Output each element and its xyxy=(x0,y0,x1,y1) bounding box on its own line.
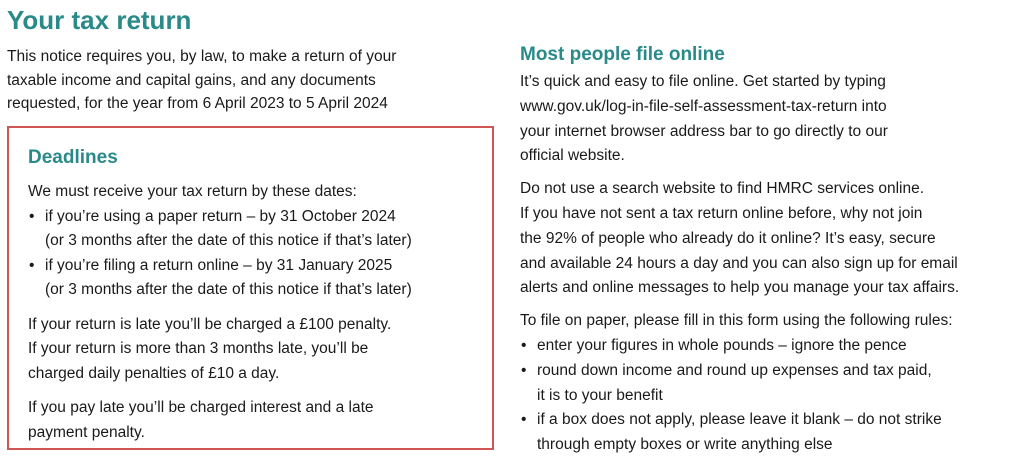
intro-line: requested, for the year from 6 April 2023 to 5 April 2024 xyxy=(7,95,388,112)
list-item-line: through empty boxes or write anything else xyxy=(537,436,833,454)
online-line: official website. xyxy=(520,147,625,165)
search-warning-line: If you have not sent a tax return online before, why not join xyxy=(520,204,923,222)
list-item-line: enter your figures in whole pounds – ignore the pence xyxy=(537,336,907,354)
list-item xyxy=(28,205,488,254)
interest-paragraph xyxy=(28,396,488,445)
list-item-line: (or 3 months after the date of this notice if that’s later) xyxy=(45,281,412,298)
interest-line: payment penalty. xyxy=(28,423,145,441)
search-warning-line: the 92% of people who already do it online? It’s easy, secure xyxy=(520,229,936,247)
intro-line: This notice requires you, by law, to make a return of your xyxy=(7,48,397,65)
deadlines-heading: Deadlines xyxy=(28,147,118,168)
list-item xyxy=(520,359,1020,409)
intro-line: taxable income and capital gains, and any documents xyxy=(7,71,376,89)
penalty-line: If your return is more than 3 months late, you’ll be xyxy=(28,340,369,357)
bullet-icon: • xyxy=(29,207,35,225)
paper-rules-list xyxy=(520,334,1020,458)
search-warning-paragraph xyxy=(520,177,1020,301)
online-line: It’s quick and easy to file online. Get started by typing xyxy=(520,73,886,90)
bullet-icon: • xyxy=(521,336,527,354)
list-item-line: if a box does not apply, please leave it blank – do not strike xyxy=(537,411,942,429)
search-warning-line: Do not use a search website to find HMRC services online. xyxy=(520,180,925,198)
list-item xyxy=(520,334,1020,359)
online-line: your internet browser address bar to go directly to our xyxy=(520,122,888,140)
deadlines-box xyxy=(7,126,494,450)
online-paragraph xyxy=(520,70,1020,169)
deadlines-list xyxy=(28,205,488,303)
intro-paragraph xyxy=(7,45,467,116)
list-item xyxy=(520,408,1020,458)
list-item-line: it is to your benefit xyxy=(537,386,663,404)
search-warning-line: alerts and online messages to help you manage your tax affairs. xyxy=(520,279,960,297)
list-item-line: if you’re filing a return online – by 31 January 2025 xyxy=(45,256,393,274)
list-item-line: (or 3 months after the date of this notice if that’s later) xyxy=(45,232,412,249)
deadlines-body xyxy=(28,180,488,445)
page-title: Your tax return xyxy=(7,5,192,35)
bullet-icon: • xyxy=(521,361,527,379)
list-item xyxy=(28,254,488,303)
deadlines-lead: We must receive your tax return by these dates: xyxy=(28,183,357,200)
bullet-icon: • xyxy=(521,411,527,429)
online-line: www.gov.uk/log-in-file-self-assessment-tax-return into xyxy=(520,97,887,115)
list-item-line: if you’re using a paper return – by 31 October 2024 xyxy=(45,207,396,225)
bullet-icon: • xyxy=(29,256,35,274)
penalty-line: charged daily penalties of £10 a day. xyxy=(28,364,280,382)
online-heading: Most people file online xyxy=(520,44,725,65)
interest-line: If you pay late you’ll be charged interest and a late xyxy=(28,399,374,416)
paper-lead: To file on paper, please fill in this form using the following rules: xyxy=(520,312,953,330)
penalty-line: If your return is late you’ll be charged a £100 penalty. xyxy=(28,315,392,333)
online-section xyxy=(520,42,1020,458)
list-item-line: round down income and round up expenses and tax paid, xyxy=(537,361,932,379)
search-warning-line: and available 24 hours a day and you can also sign up for email xyxy=(520,254,958,272)
penalty-paragraph xyxy=(28,313,488,387)
